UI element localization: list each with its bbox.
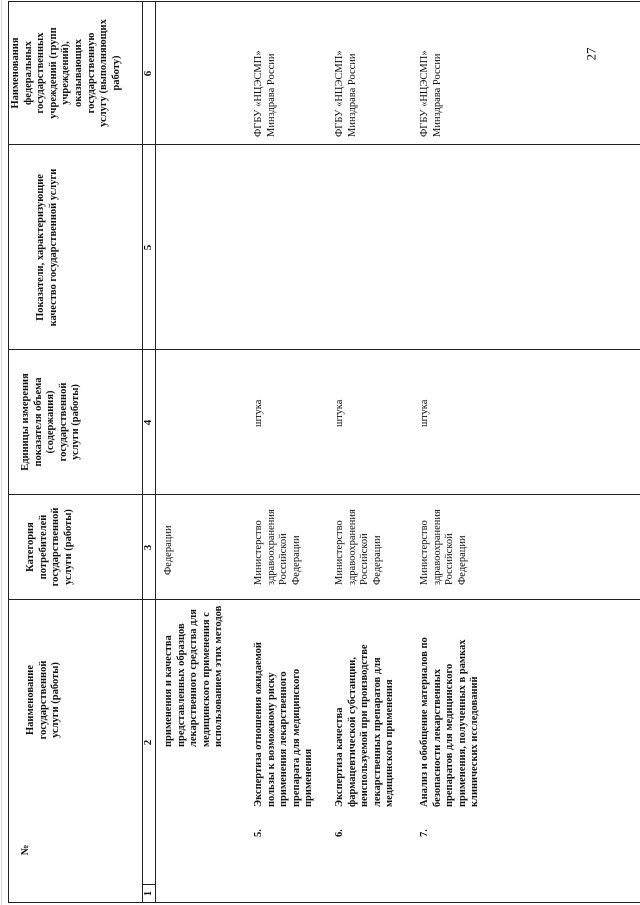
table-row-category: Федерации <box>163 525 174 575</box>
col-number-1: 1 <box>142 890 154 897</box>
col-border-4 <box>8 349 640 350</box>
col-border-2 <box>8 599 640 600</box>
col-border-5 <box>8 144 640 145</box>
col-number-4: 4 <box>142 419 154 426</box>
table-row-institution: ФГБУ «НЦЭСМП» Минздрава России <box>253 50 277 137</box>
col-border-left <box>8 902 640 903</box>
table-top-border <box>8 1 9 903</box>
table-row-category: Министерство здравоохранения Российской Федерации <box>419 509 468 585</box>
col-number-5: 5 <box>142 244 154 251</box>
col-number-3: 3 <box>142 544 154 551</box>
table-row-unit: штука <box>253 399 264 427</box>
table-row-name: Экспертиза отношения ожидаемой пользы к возможному риску применения лекарственного препарата для медицинского применения <box>253 642 315 807</box>
col-number-6: 6 <box>142 70 154 77</box>
table-row-num: 7. <box>419 829 430 837</box>
table-row-institution: ФГБУ «НЦЭСМП» Минздрава России <box>419 50 443 137</box>
table-row-unit: штука <box>334 399 345 427</box>
col-border-right <box>8 1 640 2</box>
col-number-2: 2 <box>142 739 154 746</box>
table-row-name: применения и качества представленных образцов лекарственного средства для медицинского применения с использованием этих методов <box>163 605 225 747</box>
page-number: 27 <box>583 47 599 61</box>
header-quality: Показатели, характеризующие качество государственной услуги <box>35 168 59 327</box>
table-row-category: Министерство здравоохранения Российской Федерации <box>253 509 302 585</box>
header-institution: Наименования федеральных государственных учреждений (групп учреждений), оказывающих государственную услугу (выполняющих работу) <box>10 19 122 127</box>
table-row-num: 6. <box>334 829 345 837</box>
table-row-name: Экспертиза качества фармацевтической субстанции, неиспользуемой при производстве лекарственных препаратов для медицинского применения <box>334 644 396 807</box>
header-consumer-category: Категория потребителей государственной услуги (работы) <box>25 507 74 587</box>
table-row-num: 5. <box>253 829 264 837</box>
table-row-unit: штука <box>419 399 430 427</box>
header-service-name: Наименование государственной услуги (работы) <box>25 660 62 740</box>
table-row-name: Анализ и обобщение материалов по безопасности лекарственных препаратов для медицинского применения, полученных в рамках клинических исследований <box>419 637 481 807</box>
header-num: № <box>20 844 31 856</box>
table-row-category: Министерство здравоохранения Российской Федерации <box>334 509 383 585</box>
col-border-3 <box>8 494 640 495</box>
header-unit: Единицы измерения показателя объема (содержания) государственной услуги (работы) <box>20 373 82 471</box>
table-row-institution: ФГБУ «НЦЭСМП» Минздрава России <box>334 50 358 137</box>
